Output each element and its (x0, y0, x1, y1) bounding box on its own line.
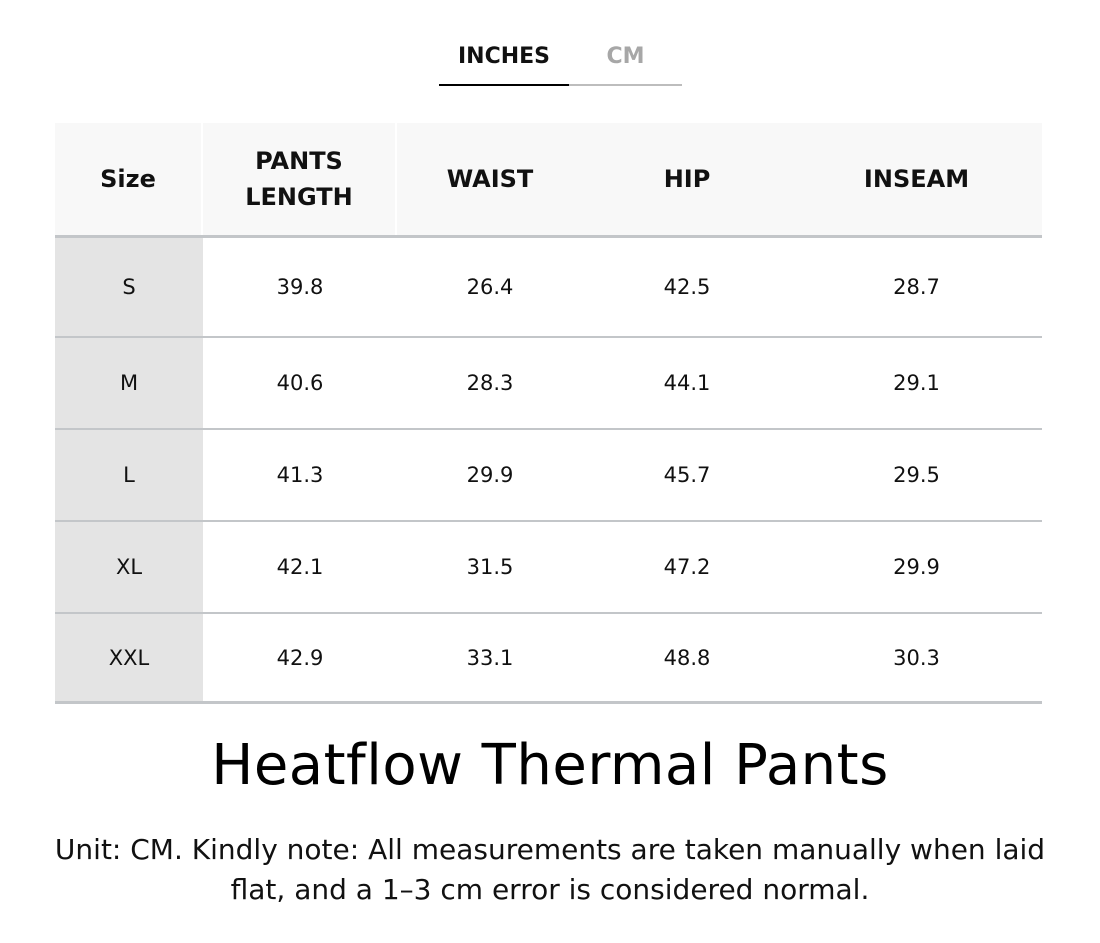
cell-pants-length: 40.6 (276, 371, 324, 395)
header-waist: WAIST (446, 165, 534, 193)
table-row (55, 235, 1042, 336)
size-chart-table (55, 123, 1042, 704)
cell-pants-length: 41.3 (276, 463, 324, 487)
header-size: Size (55, 123, 203, 235)
cell-pants-length: 42.1 (276, 555, 324, 579)
cell-waist: 29.9 (466, 463, 514, 487)
cell-hip: 45.7 (663, 463, 711, 487)
cell-size: L (55, 430, 203, 520)
table-row (55, 520, 1042, 612)
header-hip: HIP (663, 165, 711, 193)
product-title: Heatflow Thermal Pants (211, 733, 889, 798)
cell-hip: 48.8 (663, 645, 711, 670)
cell-waist: 33.1 (466, 645, 514, 670)
table-row (55, 428, 1042, 520)
table-header-row (55, 123, 1042, 235)
cell-pants-length: 39.8 (276, 275, 324, 299)
cell-hip: 42.5 (663, 275, 711, 299)
tab-inches[interactable]: INCHES (457, 44, 551, 69)
table-row (55, 612, 1042, 704)
cell-inseam: 29.5 (893, 463, 940, 487)
header-pants-length (203, 123, 397, 235)
unit-tabs (439, 36, 682, 88)
header-inseam: INSEAM (863, 165, 970, 193)
table-row (55, 336, 1042, 428)
cell-waist: 26.4 (466, 275, 514, 299)
measurement-note: Unit: CM. Kindly note: All measurements are taken manually when laid flat, and a 1–3 cm error is considered normal. (54, 833, 1046, 906)
header-pants-length-line1: PANTS (255, 147, 343, 175)
cell-pants-length: 42.9 (276, 645, 324, 670)
cell-inseam: 30.3 (893, 645, 940, 670)
tab-active-indicator (439, 84, 569, 86)
header-pants-length-line2: LENGTH (245, 183, 353, 211)
cell-size: M (55, 338, 203, 428)
tab-cm[interactable]: CM (606, 44, 645, 69)
cell-size: XL (55, 522, 203, 612)
cell-size: S (55, 238, 203, 336)
cell-hip: 44.1 (663, 371, 711, 395)
cell-waist: 31.5 (466, 555, 514, 579)
cell-inseam: 29.9 (893, 555, 940, 579)
cell-hip: 47.2 (663, 555, 711, 579)
cell-waist: 28.3 (466, 371, 514, 395)
cell-size: XXL (55, 614, 203, 701)
cell-inseam: 28.7 (893, 275, 940, 299)
cell-inseam: 29.1 (893, 371, 940, 395)
